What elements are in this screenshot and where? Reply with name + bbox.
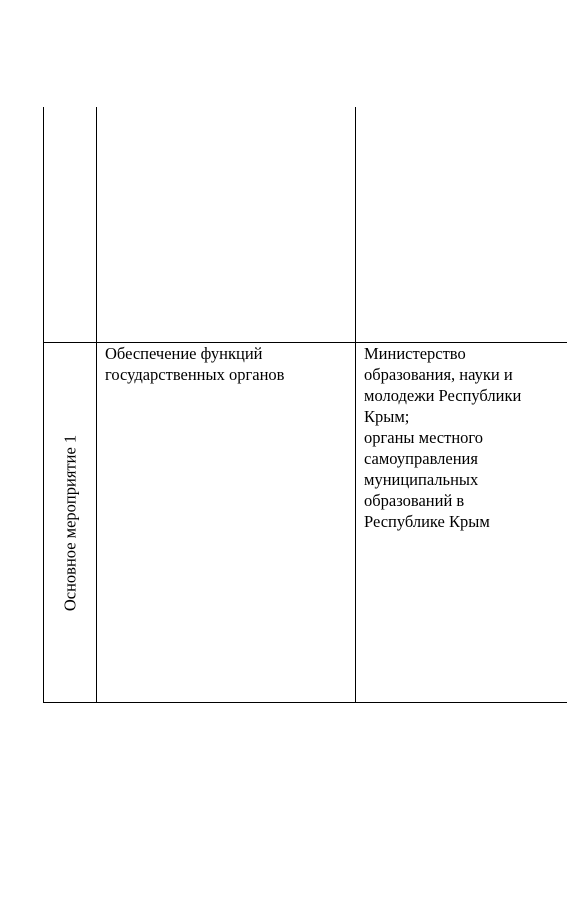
activity-label-text: Основное мероприятие 1 [60, 434, 80, 611]
table-cell-responsible-bodies: Министерство образования, науки и молодежи Республики Крым; органы местного самоуправления муниципальных образований в Республике Крым [364, 344, 522, 531]
table-border-bottom [43, 702, 567, 703]
table-divider-col1 [96, 107, 97, 703]
table-cell-function-description: Обеспечение функций государственных органов [105, 344, 285, 384]
table-cell-activity-label [44, 343, 96, 702]
table-divider-col2 [355, 107, 356, 703]
